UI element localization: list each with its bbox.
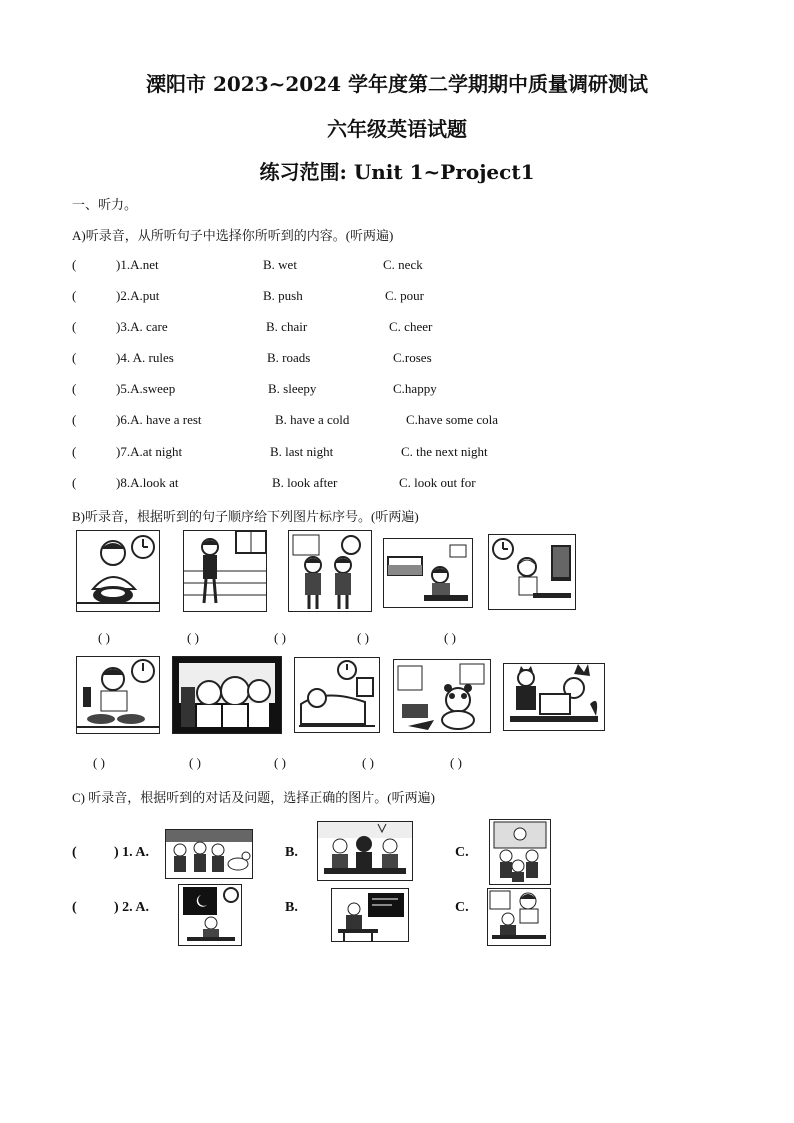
answer-blank[interactable]: ( ) bbox=[93, 755, 105, 770]
question-paren: ( bbox=[72, 475, 77, 490]
boy-sleeping-bed-picture bbox=[294, 657, 380, 733]
question-paren: ( bbox=[72, 350, 77, 365]
boy-at-blackboard-picture bbox=[331, 888, 409, 942]
question-paren: ( bbox=[72, 412, 77, 427]
messy-room-panda-picture bbox=[393, 659, 491, 733]
question-option-c: C.have some cola bbox=[406, 412, 499, 427]
boy-computer-clock-picture bbox=[488, 534, 576, 610]
family-watching-tv-small-picture bbox=[489, 819, 551, 885]
question-option-b: B. roads bbox=[267, 350, 311, 365]
kids-playing-with-dog-picture bbox=[165, 829, 253, 879]
question-option-b: B. push bbox=[263, 288, 303, 303]
question-option-b: B. bbox=[285, 900, 298, 915]
question-option-b: B. wet bbox=[263, 257, 297, 272]
boy-at-night-window-picture bbox=[178, 884, 242, 946]
question-option-a: )3.A. care bbox=[116, 319, 168, 334]
question-option-a: )2.A.put bbox=[116, 288, 160, 303]
question-paren: ( bbox=[72, 381, 77, 396]
question-option-b: B. sleepy bbox=[268, 381, 317, 396]
question-option-a: )6.A. have a rest bbox=[116, 412, 202, 427]
answer-blank[interactable]: ( ) bbox=[274, 755, 286, 770]
question-paren: ( bbox=[72, 288, 77, 303]
part-b-instruction: B)听录音，根据听到的句子顺序给下列图片标序号。(听两遍) bbox=[72, 509, 419, 524]
answer-blank[interactable]: ( ) bbox=[187, 630, 199, 645]
answer-blank[interactable]: ( ) bbox=[444, 630, 456, 645]
question-option-b: B. look after bbox=[272, 475, 338, 490]
question-paren: ( bbox=[72, 319, 77, 334]
cat-at-computer-picture bbox=[503, 663, 605, 731]
page-subtitle: 六年级英语试题 bbox=[327, 117, 467, 141]
question-option-c: C. neck bbox=[383, 257, 423, 272]
question-option-c: C.happy bbox=[393, 381, 437, 396]
question-option-a: )7.A.at night bbox=[116, 444, 183, 459]
answer-blank[interactable]: ( ) bbox=[189, 755, 201, 770]
answer-blank[interactable]: ( ) bbox=[357, 630, 369, 645]
part-c-instruction: C) 听录音，根据听到的对话及问题，选择正确的图片。(听两遍) bbox=[72, 790, 435, 805]
question-option-b: B. chair bbox=[266, 319, 308, 334]
answer-blank[interactable]: ( ) bbox=[450, 755, 462, 770]
question-paren: ( bbox=[72, 444, 77, 459]
section-listening-heading: 一、听力。 bbox=[72, 197, 138, 212]
question-option-c: C. the next night bbox=[401, 444, 488, 459]
boys-talking-picture bbox=[288, 530, 372, 612]
girl-walking-street-picture bbox=[183, 530, 267, 612]
question-option-c: C. look out for bbox=[399, 475, 476, 490]
answer-blank[interactable]: ( ) bbox=[274, 630, 286, 645]
boy-eating-breakfast-picture bbox=[76, 656, 160, 734]
question-option-a: )8.A.look at bbox=[116, 475, 179, 490]
question-option-c: C. bbox=[455, 845, 469, 860]
boy-eating-noodles-picture bbox=[76, 530, 160, 612]
practice-scope: 练习范围: Unit 1~Project1 bbox=[259, 160, 535, 184]
question-option-a: ) 1. A. bbox=[114, 845, 149, 860]
question-option-b: B. bbox=[285, 845, 298, 860]
answer-blank[interactable]: ( ) bbox=[98, 630, 110, 645]
family-at-table-picture bbox=[317, 821, 413, 881]
question-option-c: C. cheer bbox=[389, 319, 433, 334]
question-option-a: )4. A. rules bbox=[116, 350, 174, 365]
teacher-and-student-picture bbox=[487, 888, 551, 946]
question-option-a: )1.A.net bbox=[116, 257, 159, 272]
question-option-b: B. last night bbox=[270, 444, 334, 459]
boy-at-desk-bedroom-picture bbox=[383, 538, 473, 608]
question-option-a: )5.A.sweep bbox=[116, 381, 176, 396]
question-paren: ( bbox=[72, 257, 77, 272]
question-option-c: C. bbox=[455, 900, 469, 915]
question-paren: ( bbox=[72, 845, 77, 860]
question-paren: ( bbox=[72, 900, 77, 915]
answer-blank[interactable]: ( ) bbox=[362, 755, 374, 770]
part-a-instruction: A)听录音，从所听句子中选择你所听到的内容。(听两遍) bbox=[72, 228, 394, 243]
question-option-c: C. pour bbox=[385, 288, 424, 303]
page-title: 溧阳市 2023~2024 学年度第二学期期中质量调研测试 bbox=[145, 72, 648, 96]
question-option-b: B. have a cold bbox=[275, 412, 350, 427]
question-option-c: C.roses bbox=[393, 350, 432, 365]
question-option-a: ) 2. A. bbox=[114, 900, 149, 915]
family-watching-tv-picture bbox=[172, 656, 282, 734]
